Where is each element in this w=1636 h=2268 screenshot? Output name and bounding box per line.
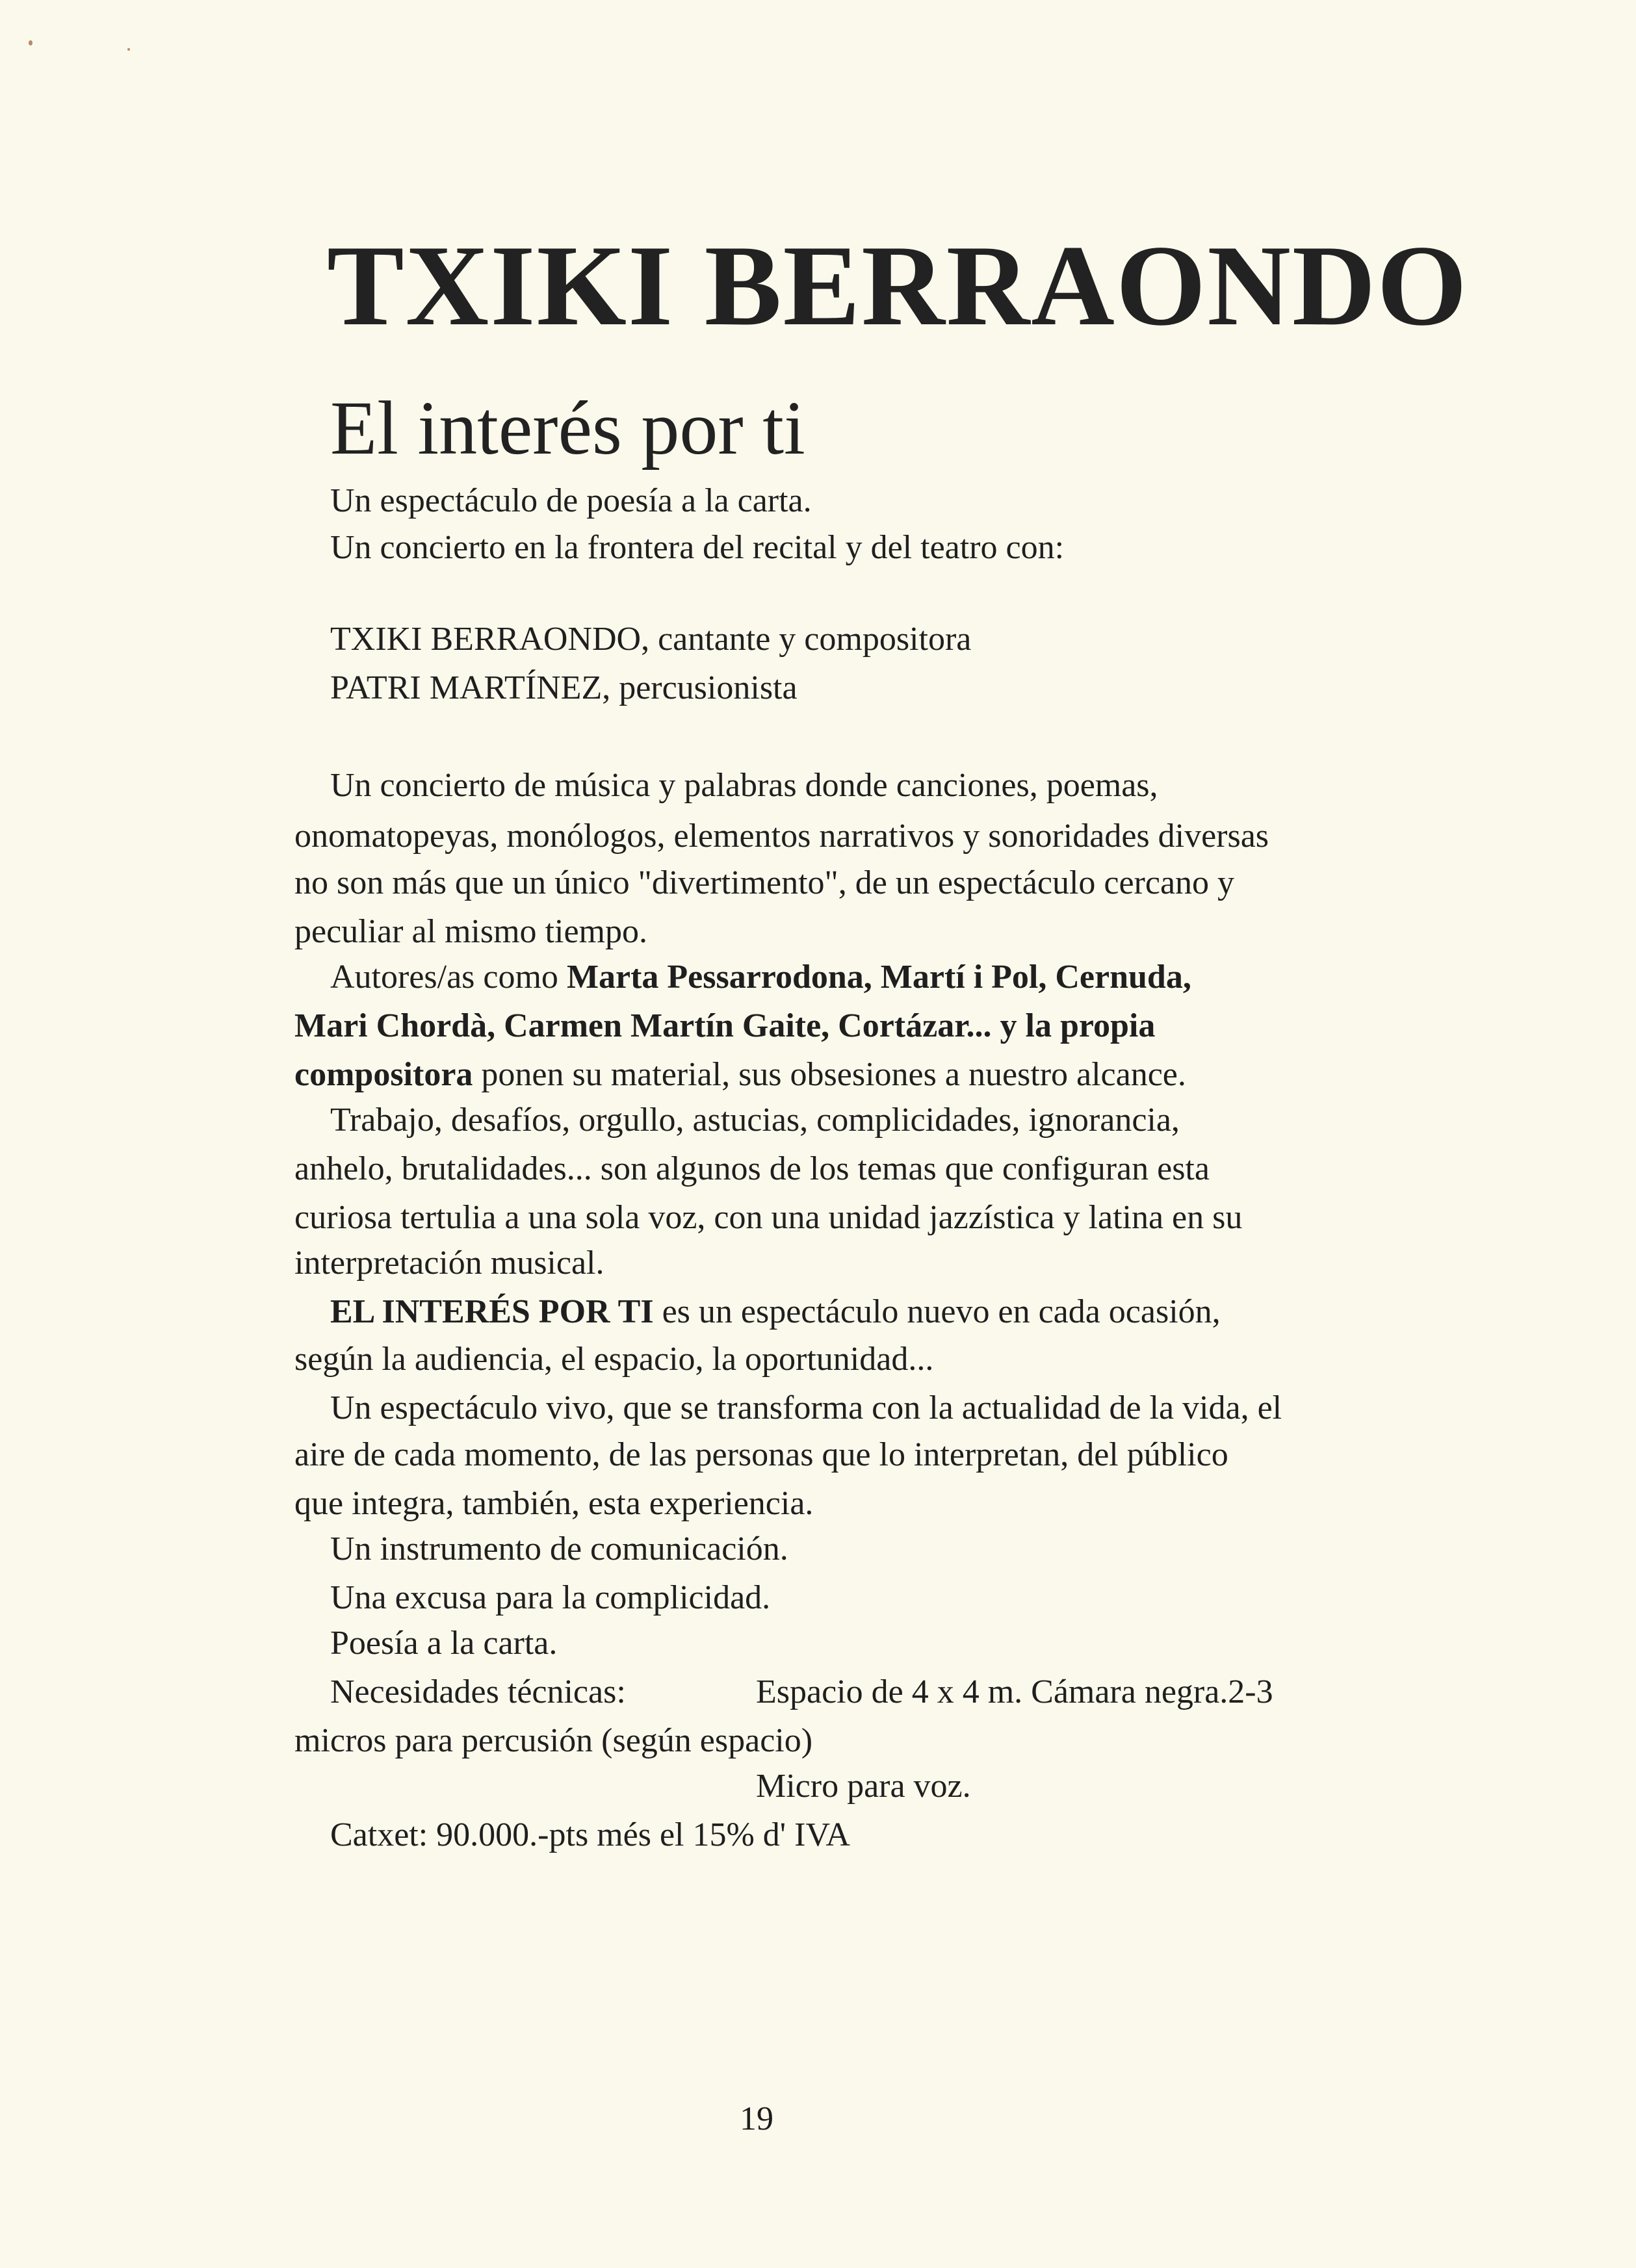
paragraph-line: onomatopeyas, monólogos, elementos narrativos y sonoridades diversas — [294, 818, 1269, 855]
show-title: El interés por ti — [330, 385, 805, 470]
closing-line: Poesía a la carta. — [330, 1625, 558, 1662]
paragraph-line: que integra, también, esta experiencia. — [294, 1485, 814, 1522]
authors-line — [330, 959, 1191, 996]
technical-value: Micro para voz. — [756, 1768, 971, 1805]
technical-label: Necesidades técnicas: — [330, 1673, 626, 1710]
paragraph-line: Un concierto de música y palabras donde canciones, poemas, — [330, 767, 1158, 804]
credit-line: TXIKI BERRAONDO, cantante y compositora — [330, 621, 972, 658]
closing-line: Un instrumento de comunicación. — [330, 1530, 788, 1567]
closing-line: Una excusa para la complicidad. — [330, 1579, 771, 1616]
paper-speck — [127, 48, 130, 51]
paragraph-line: interpretación musical. — [294, 1244, 604, 1282]
authors-names: compositora — [294, 1056, 473, 1093]
paragraph-line: peculiar al mismo tiempo. — [294, 913, 647, 950]
authors-names: Marta Pessarrodona, Martí i Pol, Cernuda, — [566, 959, 1191, 996]
authors-intro-text: Autores/as como — [330, 959, 567, 996]
authors-outro-text: ponen su material, sus obsesiones a nuestro alcance. — [473, 1056, 1186, 1093]
paragraph-line: según la audiencia, el espacio, la oportunidad... — [294, 1341, 934, 1378]
authors-names: Mari Chordà, Carmen Martín Gaite, Cortázar... y la propia — [294, 1007, 1156, 1044]
paragraph-line: Trabajo, desafíos, orgullo, astucias, complicidades, ignorancia, — [330, 1102, 1180, 1139]
page-title: TXIKI BERRAONDO — [327, 221, 1468, 350]
intro-line: Un concierto en la frontera del recital y del teatro con: — [330, 529, 1065, 566]
paragraph-line: anhelo, brutalidades... son algunos de los temas que configuran esta — [294, 1150, 1210, 1187]
paragraph-line: Un espectáculo vivo, que se transforma con la actualidad de la vida, el — [330, 1389, 1282, 1426]
paper-speck — [29, 40, 32, 45]
show-name-emphasis: EL INTERÉS POR TI — [330, 1293, 654, 1330]
intro-line: Un espectáculo de poesía a la carta. — [330, 482, 812, 519]
fee-line: Catxet: 90.000.-pts més el 15% d' IVA — [330, 1816, 850, 1853]
technical-value: Espacio de 4 x 4 m. Cámara negra.2-3 — [756, 1673, 1273, 1710]
credit-line: PATRI MARTÍNEZ, percusionista — [330, 669, 798, 706]
page-number: 19 — [740, 2100, 773, 2137]
paragraph-line — [330, 1293, 1221, 1330]
paragraph-text: es un espectáculo nuevo en cada ocasión, — [653, 1293, 1221, 1330]
paragraph-line: no son más que un único "divertimento", de un espectáculo cercano y — [294, 864, 1235, 901]
technical-line: micros para percusión (según espacio) — [294, 1722, 813, 1759]
authors-line — [294, 1007, 1155, 1044]
paragraph-line: aire de cada momento, de las personas que lo interpretan, del público — [294, 1436, 1228, 1473]
authors-line — [294, 1056, 1186, 1093]
paragraph-line: curiosa tertulia a una sola voz, con una unidad jazzística y latina en su — [294, 1199, 1243, 1236]
